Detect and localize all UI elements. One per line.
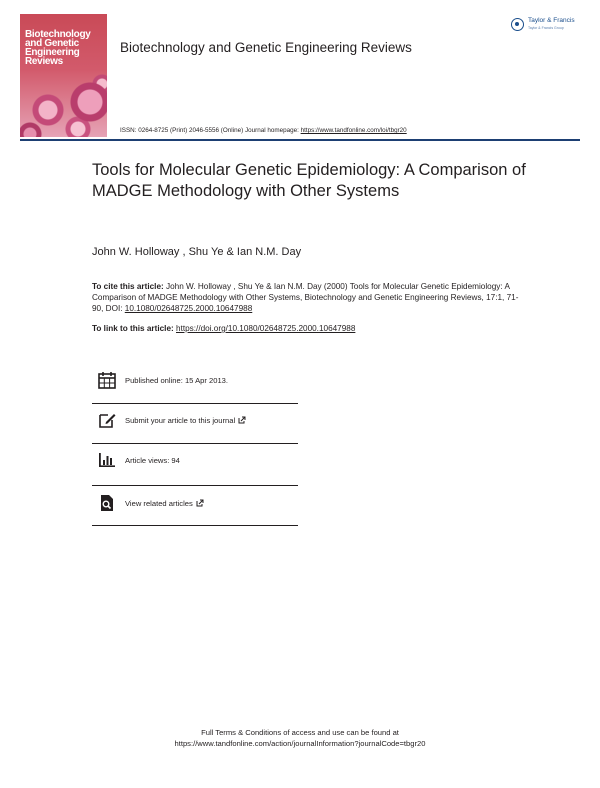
journal-cover-image[interactable] (20, 14, 107, 137)
calendar-icon (98, 371, 116, 389)
edit-icon (98, 411, 116, 429)
footer (0, 727, 600, 749)
publisher-tagline: Taylor & Francis Group (528, 26, 564, 30)
external-link-icon (238, 416, 246, 424)
journal-homepage-link[interactable]: https://www.tandfonline.com/loi/tbgr20 (300, 127, 407, 134)
article-views: Article views: 94 (125, 456, 180, 465)
cover-title: Biotechnology and Genetic Engineering Reviews (25, 29, 91, 67)
related-articles-icon (98, 494, 116, 512)
doi-link[interactable]: 10.1080/02648725.2000.10647988 (124, 304, 253, 313)
citation-label: To cite this article: (92, 282, 164, 291)
header-divider (20, 139, 580, 141)
publisher-name: Taylor & Francis (528, 17, 575, 24)
citation-text: John W. Holloway , Shu Ye & Ian N.M. Day (2000) Tools for Molecular Genetic Epidemiology: A Comparison of MADGE Methodology with Other Systems, Biotechnology and Genetic Engineering Reviews, 17:1, 71-90, DOI: (92, 282, 519, 313)
article-link[interactable]: https://doi.org/10.1080/02648725.2000.10647988 (176, 324, 356, 333)
article-authors: John W. Holloway , Shu Ye & Ian N.M. Day (92, 246, 302, 258)
external-link-icon (196, 499, 204, 507)
related-articles-link[interactable] (125, 499, 204, 508)
submit-article-link[interactable] (125, 416, 246, 425)
article-link-line (92, 324, 355, 333)
divider (92, 403, 298, 404)
issn-text: ISSN: 0264-8725 (Print) 2046-5556 (Online) Journal homepage: (120, 127, 301, 134)
divider (92, 485, 298, 486)
divider (92, 525, 298, 526)
divider (92, 443, 298, 444)
published-row (98, 371, 298, 389)
submit-row[interactable] (98, 411, 298, 429)
bar-chart-icon (98, 451, 116, 469)
footer-terms-text: Full Terms & Conditions of access and use can be found at (201, 728, 399, 737)
views-row (98, 451, 298, 469)
issn-line (120, 127, 407, 134)
footer-terms-link[interactable]: https://www.tandfonline.com/action/journalInformation?journalCode=tbgr20 (174, 739, 426, 748)
publisher-logo[interactable] (509, 16, 583, 38)
article-title: Tools for Molecular Genetic Epidemiology: A Comparison of MADGE Methodology with Other Systems (92, 161, 526, 200)
published-date: Published online: 15 Apr 2013. (125, 376, 229, 385)
journal-title: Biotechnology and Genetic Engineering Reviews (120, 40, 412, 55)
submit-article-label: Submit your article to this journal (125, 416, 236, 425)
article-link-label: To link to this article: (92, 324, 177, 333)
related-row[interactable] (98, 494, 298, 512)
publisher-logo-icon (511, 18, 524, 31)
related-articles-label: View related articles (125, 499, 193, 508)
citation-block (92, 281, 522, 314)
